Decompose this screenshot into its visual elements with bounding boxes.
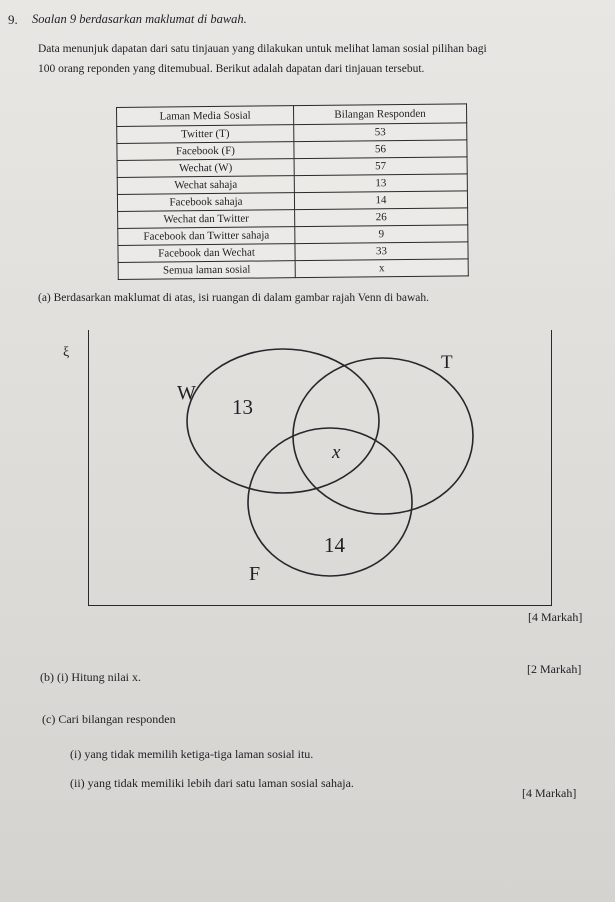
venn-value-w-only: 13 [232,395,253,419]
question-title: Soalan 9 berdasarkan maklumat di bawah. [32,12,247,26]
table-cell-count: 57 [294,157,467,176]
table-cell-count: 13 [294,174,467,193]
table-cell-count: 9 [295,225,468,244]
venn-circle-w [187,349,379,493]
part-a-marks: [4 Markah] [528,610,583,624]
venn-label-f: F [249,563,261,585]
part-b-marks: [2 Markah] [527,662,582,676]
table-cell-platform: Twitter (T) [117,125,294,144]
part-c-item-1: (i) yang tidak memilih ketiga-tiga laman sosial itu. [70,747,314,761]
part-a-text: (a) Berdasarkan maklumat di atas, isi ruangan di dalam gambar rajah Venn di bawah. [38,292,429,304]
table-cell-platform: Wechat (W) [117,159,294,178]
part-c-item-2: (ii) yang tidak memiliki lebih dari satu laman sosial sahaja. [70,776,354,790]
table-cell-count: 56 [294,140,467,159]
venn-circle-t [293,358,473,514]
part-c-text: (c) Cari bilangan responden [42,712,176,726]
table-cell-platform: Wechat dan Twitter [118,210,295,229]
table-cell-platform: Facebook sahaja [117,193,294,212]
part-b-text: (b) (i) Hitung nilai x. [40,670,141,684]
table-cell-count: 53 [294,123,467,142]
table-header-platform: Laman Media Sosial [117,106,294,127]
table-cell-platform: Facebook (F) [117,142,294,161]
venn-label-t: T [441,352,453,373]
table-cell-count: 14 [294,191,467,210]
intro-line-2: 100 orang reponden yang ditemubual. Berikut adalah dapatan dari tinjauan tersebut. [38,63,425,75]
table-cell-platform: Semua laman sosial [118,261,295,280]
table-cell-platform: Facebook dan Wechat [118,244,295,263]
table-cell-platform: Facebook dan Twitter sahaja [118,227,295,246]
venn-label-w: W [177,382,196,404]
table-header-count: Bilangan Responden [293,104,466,125]
venn-value-f-only: 14 [324,533,345,557]
table-cell-count: 26 [295,208,468,227]
table-cell-platform: Wechat sahaja [117,176,294,195]
question-number: 9. [8,12,18,27]
table-cell-count: x [295,259,468,278]
venn-value-center: x [332,442,341,463]
intro-line-1: Data menunjuk dapatan dari satu tinjauan yang dilakukan untuk melihat laman sosial pilihan bagi [38,43,487,55]
part-c-marks: [4 Markah] [522,786,577,800]
universal-set-symbol: ξ [63,345,70,360]
table-cell-count: 33 [295,242,468,261]
